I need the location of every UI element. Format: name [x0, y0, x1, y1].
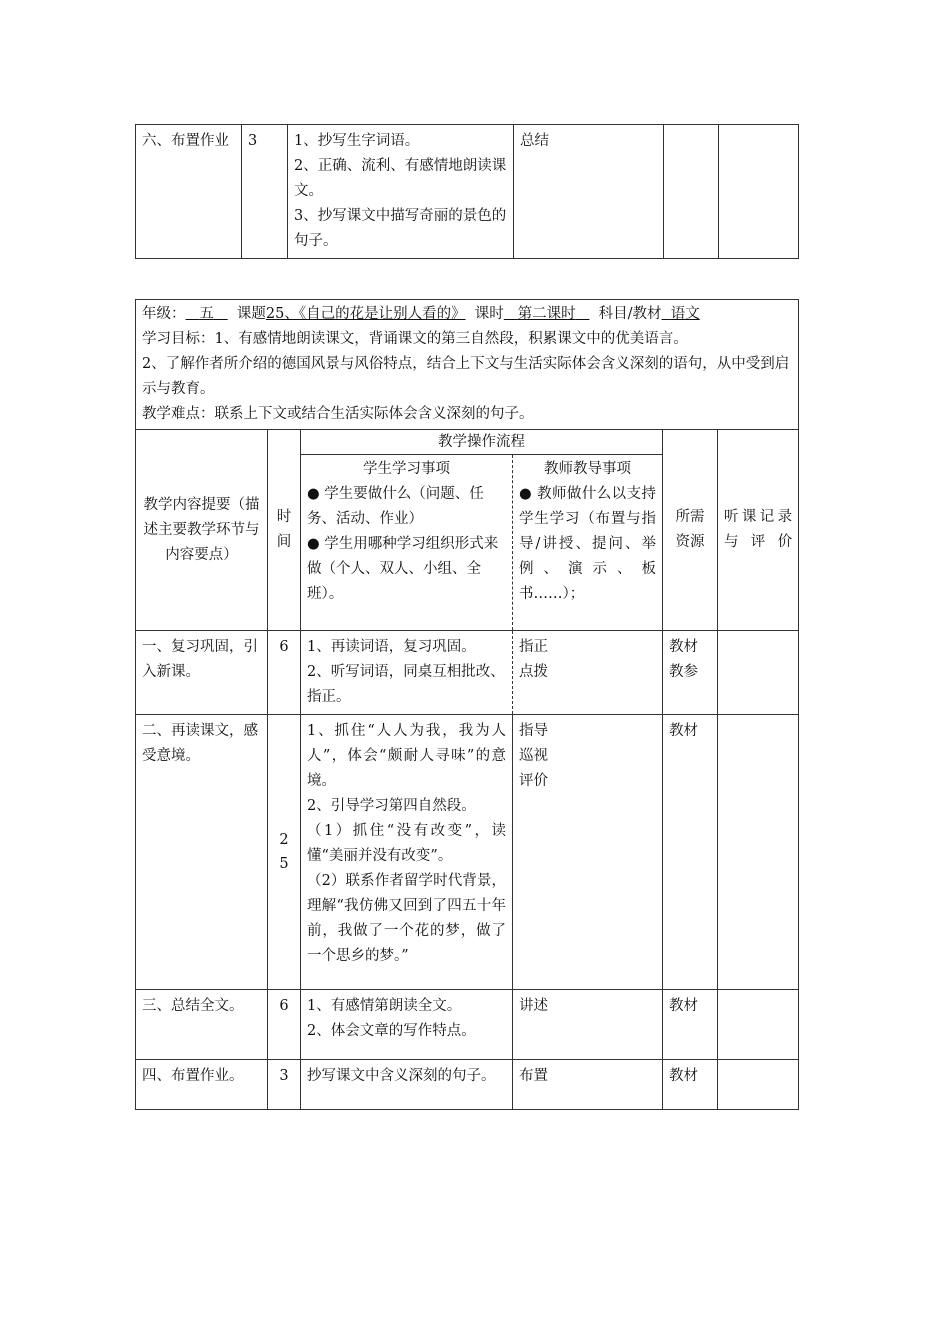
table-row: [136, 125, 799, 259]
lesson-plan-table: [135, 299, 799, 1110]
row-time: 3: [268, 1060, 301, 1110]
student-guide-item: ● 学生用哪种学习组织形式来做（个人、双人、小组、全班）。: [307, 536, 499, 602]
header-time: 时间: [268, 430, 301, 631]
row-content: 三、总结全文。: [136, 990, 268, 1060]
row-time: 6: [268, 990, 301, 1060]
table-row: [136, 715, 799, 990]
grade-value: 五: [199, 306, 214, 322]
row-student: 1、抓住“人人为我，我为人人”，体会“颇耐人寻味”的意境。 2、引导学习第四自然段。 （1）抓住“没有改变”，读懂“美丽并没有改变”。 （2）联系作者留学时代背景，理解“我仿佛又回到了四五十年前，我做了一个花的梦，做了一个思乡的梦。”: [301, 715, 513, 990]
student-item: 3、抄写课文中描写奇丽的景色的句子。: [294, 208, 507, 249]
row-resources: 教材: [663, 1060, 718, 1110]
homework-table: [135, 124, 799, 259]
row-resources: 教材: [663, 715, 718, 990]
row-student: 1、再读词语，复习巩固。 2、听写词语，同桌互相批改、指正。: [301, 631, 513, 715]
table-row: [136, 1060, 799, 1110]
row-resources: [664, 125, 719, 259]
row-resources: 教材: [663, 990, 718, 1060]
grade-label: 年级：: [142, 306, 186, 322]
row-time: 6: [268, 631, 301, 715]
topic-value: 25、《自己的花是让别人看的》: [265, 306, 466, 322]
column-header-row-1: [136, 430, 799, 455]
topic-label: 课题: [236, 306, 266, 322]
teacher-guide-item: ● 教师做什么以支持学生学习（布置与指导/讲授、提问、举例、演示、板书……）；: [519, 486, 656, 602]
row-teacher: 指正 点拨: [513, 631, 663, 715]
header-student-title: 学生学习事项: [363, 461, 450, 477]
table-row: [136, 990, 799, 1060]
row-teacher: 布置: [513, 1060, 663, 1110]
learning-goals-1: 学习目标：1、有感情地朗读课文，背诵课文的第三自然段，积累课文中的优美语言。: [142, 331, 688, 347]
header-notes: 听课记录与评价: [718, 430, 799, 631]
student-guide-item: ● 学生要做什么（问题、任务、活动、作业）: [307, 486, 484, 527]
header-teacher: [513, 455, 663, 631]
row-time: 25: [268, 715, 301, 990]
header-student: [301, 455, 513, 631]
row-content: 六、布置作业: [136, 125, 242, 259]
subject-label: 科目/教材: [598, 306, 662, 322]
row-teacher: 指导 巡视 评价: [513, 715, 663, 990]
row-time: 3: [242, 125, 288, 259]
period-label: 课时: [474, 306, 504, 322]
subject-value: 语文: [670, 306, 700, 322]
row-student: [288, 125, 514, 259]
period-value: 第二课时: [517, 306, 576, 322]
student-item: 1、抄写生字词语。: [294, 133, 420, 149]
header-resources: 所需资源: [663, 430, 718, 631]
teaching-difficulty: 教学难点：联系上下文或结合生活实际体会含义深刻的句子。: [142, 406, 534, 422]
header-content: 教学内容提要（描述主要教学环节与内容要点）: [136, 430, 268, 631]
row-content: 一、复习巩固，引入新课。: [136, 631, 268, 715]
row-notes: [718, 990, 799, 1060]
lesson-meta-line: [142, 302, 792, 327]
header-teacher-title: 教师教导事项: [544, 461, 631, 477]
row-notes: [718, 1060, 799, 1110]
header-flow: 教学操作流程: [301, 430, 663, 455]
learning-goals-2: 2、了解作者所介绍的德国风景与风俗特点，结合上下文与生活实际体会含义深刻的语句，从中受到启示与教育。: [142, 356, 790, 397]
table-row: [136, 631, 799, 715]
row-content: 四、布置作业。: [136, 1060, 268, 1110]
row-student: 1、有感情第朗读全文。 2、体会文章的写作特点。: [301, 990, 513, 1060]
row-student: 抄写课文中含义深刻的句子。: [301, 1060, 513, 1110]
row-notes: [718, 715, 799, 990]
row-teacher: 讲述: [513, 990, 663, 1060]
row-notes: [718, 631, 799, 715]
lesson-header-row: [136, 300, 799, 430]
row-content: 二、再读课文，感受意境。: [136, 715, 268, 990]
row-resources: 教材 教参: [663, 631, 718, 715]
row-teacher: 总结: [514, 125, 664, 259]
student-item: 2、正确、流利、有感情地朗读课文。: [294, 158, 507, 199]
row-notes: [719, 125, 799, 259]
